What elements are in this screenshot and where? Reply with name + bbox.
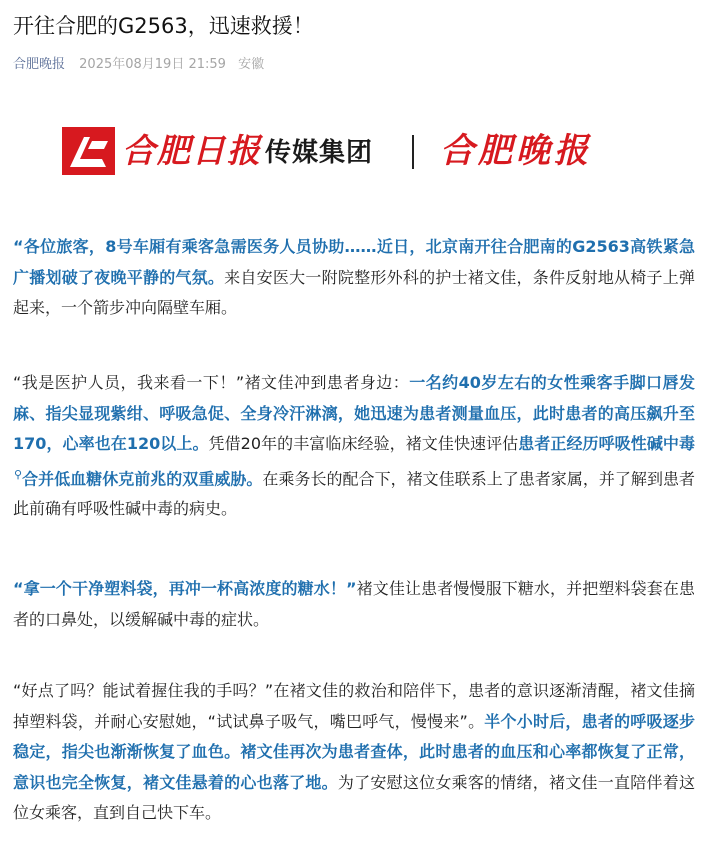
paragraph-text: 为了安慰这位女乘客的情绪，褚文佳一直陪伴着这位女乘客，直到自己快下车。 [13,772,695,822]
masthead-banner [62,127,642,179]
source-account-link[interactable]: 合肥晚报 [13,57,66,72]
article-paragraph-2 [13,368,695,525]
paragraph-text: 在乘务长的配合下，褚文佳联系上了患者家属，并了解到患者此前确有呼吸性碱中毒的病史。 [13,468,695,519]
paragraph-text: 凭借20年的丰富临床经验，褚文佳快速评估 [208,434,519,453]
publish-region: 安徽 [238,57,265,72]
paragraph-text: “好点了吗？能试着握住我的手吗？”在褚文佳的救治和陪伴下，患者的意识逐渐清醒，褚文佳摘掉塑料袋，并耐心安慰她，“试试鼻子吸气，嘴巴呼气，慢慢来”。 [13,681,695,731]
search-keyword-link[interactable]: 患者正经历呼吸性碱中毒 [518,434,695,453]
article-paragraph-4 [13,676,695,829]
paragraph-highlight: 合并低血糖休克前兆的双重威胁。 [22,468,263,488]
banner-divider [412,135,414,169]
article-meta [13,55,264,75]
newspaper-logo-icon [62,127,115,175]
paragraph-highlight: “各位旅客，8号车厢有乘客急需医务人员协助……近日，北京南开往合肥南的G2563高铁紧急广播划破了夜晚平静的气氛。 [13,237,695,287]
article-paragraph-3 [13,574,695,635]
article-paragraph-1 [13,232,695,324]
paragraph-highlight: 半个小时后，患者的呼吸逐步稳定，指尖也渐渐恢复了血色。褚文佳再次为患者查体，此时患者的血压和心率都恢复了正常，意识也完全恢复，褚文佳悬着的心也落了地。 [13,711,695,792]
paragraph-text: 来自安医大一附院整形外科的护士褚文佳，条件反射地从椅子上弹起来，一个箭步冲向隔壁车厢。 [13,267,695,317]
brand-hefei-evening: 合肥晚报 [440,131,592,171]
logo-mark-icon [62,127,115,175]
brand-media-group: 传媒集团 [265,138,374,168]
brand-hefei-daily: 合肥日报 [122,131,262,170]
article-title: 开往合肥的G2563，迅速救援！ [13,14,314,38]
publish-date: 2025年08月19日 21:59 [79,57,226,72]
paragraph-highlight: “拿一个干净塑料袋，再冲一杯高浓度的糖水！” [13,579,357,598]
paragraph-text: “我是医护人员，我来看一下！”褚文佳冲到患者身边： [13,373,410,392]
paragraph-highlight: 一名约40岁左右的女性乘客手脚口唇发麻、指尖显现紫绀、呼吸急促、全身冷汗淋漓，她迅速为患者测量血压，此时患者的高压飙升至170，心率也在120以上。 [13,373,695,453]
search-icon[interactable]: ⚲ [14,467,23,481]
paragraph-text: 褚文佳让患者慢慢服下糖水，并把塑料袋套在患者的口鼻处，以缓解碱中毒的症状。 [13,579,695,629]
